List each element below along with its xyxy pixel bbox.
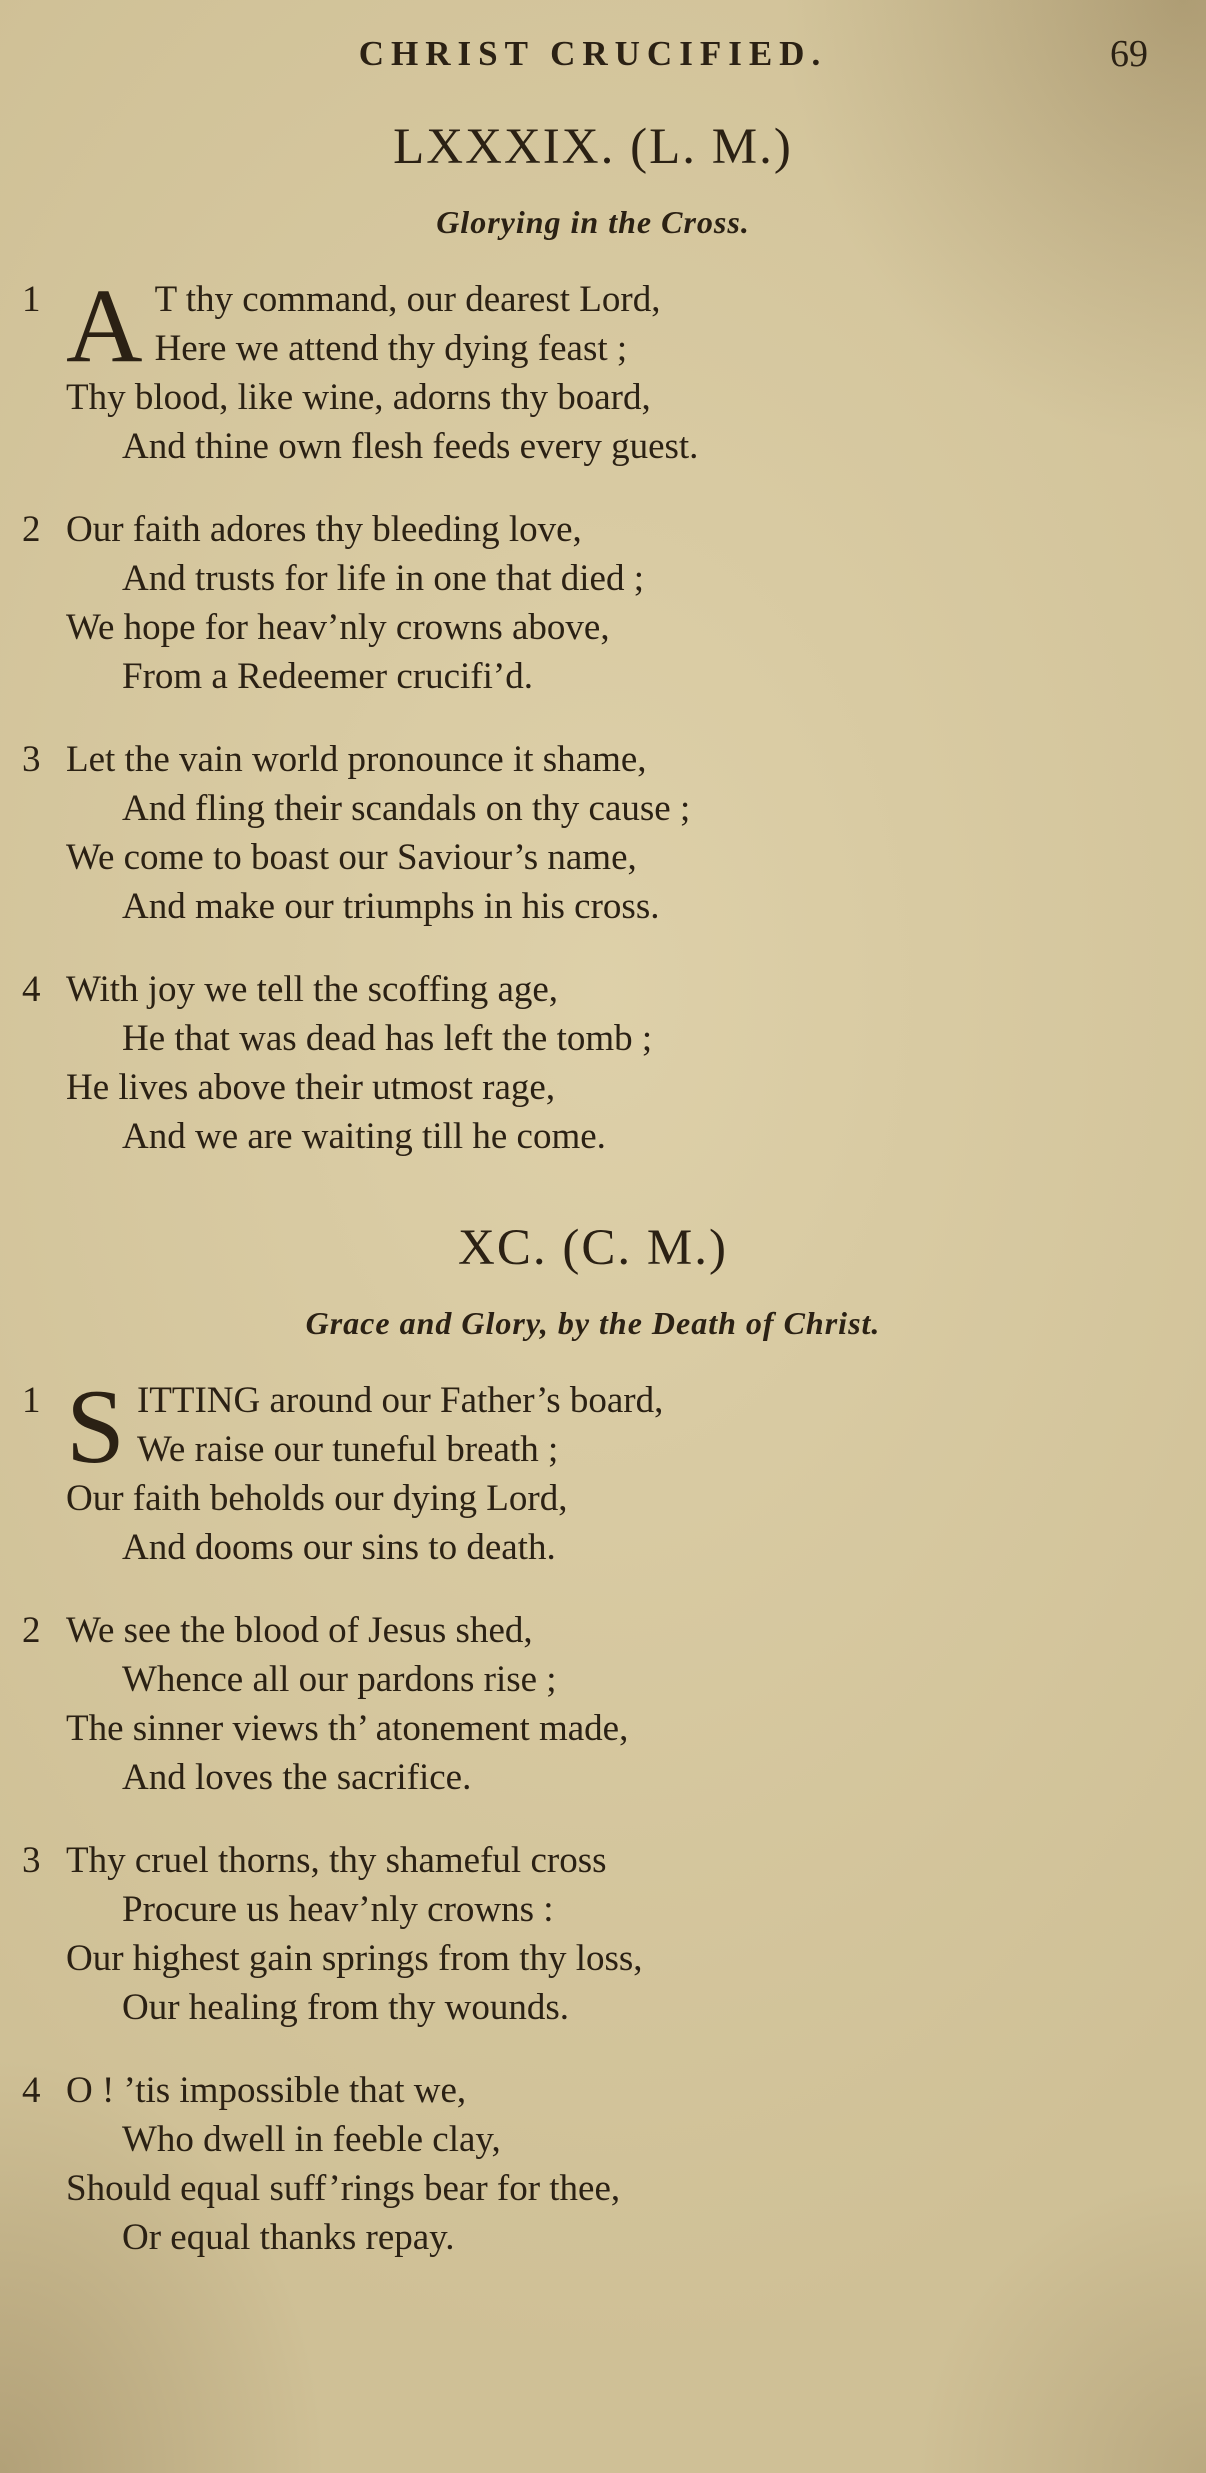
verse-number: 1 bbox=[22, 279, 41, 320]
verse bbox=[20, 1606, 1166, 1802]
verse-number: 2 bbox=[22, 509, 41, 550]
hymn-subtitle: Glorying in the Cross. bbox=[436, 204, 750, 240]
drop-cap: A bbox=[66, 267, 143, 384]
hymns bbox=[20, 118, 1166, 2262]
verse bbox=[20, 965, 1166, 1161]
page-title: CHRIST CRUCIFIED. bbox=[358, 34, 828, 73]
verse-line: And loves the sacrifice. bbox=[122, 1757, 472, 1798]
verse bbox=[20, 1836, 1166, 2032]
verse-line: We hope for heav’nly crowns above, bbox=[66, 607, 610, 648]
verse bbox=[20, 505, 1166, 701]
verse-number: 4 bbox=[22, 969, 41, 1010]
verse-line: T thy command, our dearest Lord, bbox=[154, 279, 661, 320]
verse bbox=[20, 735, 1166, 931]
verse bbox=[20, 2066, 1166, 2262]
verse-line: And thine own flesh feeds every guest. bbox=[122, 426, 699, 467]
verse-line: Our faith adores thy bleeding love, bbox=[66, 509, 582, 550]
verse-line: He that was dead has left the tomb ; bbox=[122, 1018, 653, 1059]
hymn-subtitle: Grace and Glory, by the Death of Christ. bbox=[305, 1305, 881, 1341]
verse-number: 4 bbox=[22, 2070, 41, 2111]
verse-line: Thy blood, like wine, adorns thy board, bbox=[66, 377, 651, 418]
verse-line: Should equal suff’rings bear for thee, bbox=[66, 2168, 621, 2209]
verse-line: He lives above their utmost rage, bbox=[66, 1067, 556, 1108]
hymn-section bbox=[20, 118, 1166, 1161]
verse-line: Our healing from thy wounds. bbox=[122, 1987, 570, 2028]
verse-line: ITTING around our Father’s board, bbox=[136, 1380, 664, 1421]
verse-body bbox=[66, 1836, 1166, 2032]
hymn-verses bbox=[20, 267, 1166, 1161]
verse-line: And make our triumphs in his cross. bbox=[122, 886, 660, 927]
running-header bbox=[20, 26, 1166, 84]
hymn-title: XC. (C. M.) bbox=[458, 1220, 728, 1276]
verse-line: We see the blood of Jesus shed, bbox=[66, 1610, 533, 1651]
verse-body bbox=[66, 965, 1166, 1161]
page-number: 69 bbox=[1110, 33, 1148, 75]
drop-cap: S bbox=[66, 1368, 125, 1485]
verse-body bbox=[66, 735, 1166, 931]
verse-line: Our highest gain springs from thy loss, bbox=[66, 1938, 643, 1979]
verse-number: 2 bbox=[22, 1610, 41, 1651]
verse-line: We raise our tuneful breath ; bbox=[136, 1429, 559, 1470]
verse-body bbox=[66, 505, 1166, 701]
verse-line: And dooms our sins to death. bbox=[122, 1527, 556, 1568]
hymn-verses bbox=[20, 1368, 1166, 2262]
verse-number: 1 bbox=[22, 1380, 41, 1421]
verse-line: O ! ’tis impossible that we, bbox=[66, 2070, 467, 2111]
hymn-title: LXXXIX. (L. M.) bbox=[393, 119, 793, 175]
verse-line: Procure us heav’nly crowns : bbox=[122, 1889, 554, 1930]
verse-body bbox=[66, 267, 1166, 471]
verse-body bbox=[66, 1368, 1166, 1572]
verse-line: Who dwell in feeble clay, bbox=[122, 2119, 501, 2160]
verse-line: Our faith beholds our dying Lord, bbox=[66, 1478, 568, 1519]
verse-line: We come to boast our Saviour’s name, bbox=[66, 837, 637, 878]
verse bbox=[20, 1368, 1166, 1572]
verse-line: From a Redeemer crucifi’d. bbox=[122, 656, 533, 697]
verse-line: And we are waiting till he come. bbox=[122, 1116, 606, 1157]
verse-line: The sinner views th’ atonement made, bbox=[66, 1708, 629, 1749]
verse-body bbox=[66, 2066, 1166, 2262]
verse-body bbox=[66, 1606, 1166, 1802]
verse-line: Whence all our pardons rise ; bbox=[122, 1659, 557, 1700]
verse bbox=[20, 267, 1166, 471]
hymn-section bbox=[20, 1219, 1166, 2262]
verse-line: Or equal thanks repay. bbox=[122, 2217, 455, 2258]
verse-number: 3 bbox=[22, 739, 41, 780]
verse-line: With joy we tell the scoffing age, bbox=[66, 969, 559, 1010]
verse-line: Let the vain world pronounce it shame, bbox=[66, 739, 647, 780]
verse-line: And fling their scandals on thy cause ; bbox=[122, 788, 691, 829]
verse-line: And trusts for life in one that died ; bbox=[122, 558, 645, 599]
verse-number: 3 bbox=[22, 1840, 41, 1881]
verse-line: Here we attend thy dying feast ; bbox=[154, 328, 628, 369]
verse-line: Thy cruel thorns, thy shameful cross bbox=[66, 1840, 607, 1881]
